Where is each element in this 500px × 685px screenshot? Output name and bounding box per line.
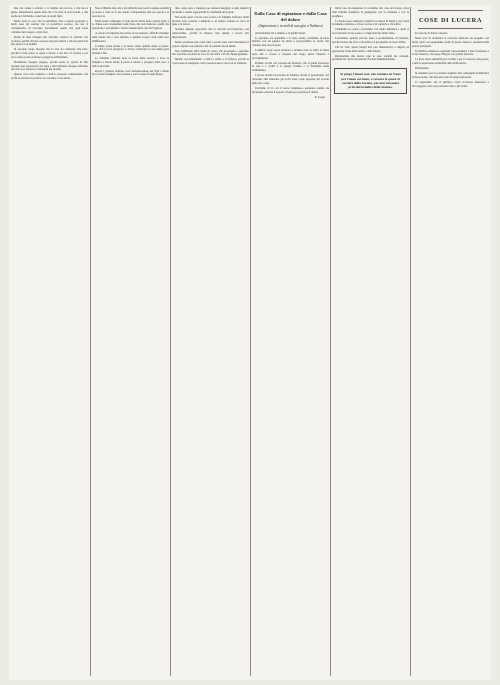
paragraph: Le famiglie cristiane sono la forza della società, e dove la famiglia è buona anche il paese è buono e prospera nella pace e nella concordia. [92, 57, 169, 68]
paragraph: Il Politeama. [415, 67, 430, 71]
column-3 [172, 7, 249, 676]
paragraph: Lasciammo qualche piccolo dono e promettemmo di ritornare, perché il bene che si fa a chi soffre è il più gradito al cuore di Dio. [332, 37, 409, 44]
column-1 [11, 7, 88, 676]
paragraph: Queste cose sono semplici e tutti le possono comprendere, ma pochi le mettono in pratica con costanza e con amore. [11, 73, 88, 81]
paragraph: Intanto raccomandiamo a tutti la calma e la fiducia, perché le cose buone si ottengono con la perseveranza e non con la violenza. [172, 58, 249, 66]
paragraph: Perciò i genitori abbiano cura dell'educazione dei figli e diano loro il buon esempio con le parole e con le opere di ogni giorno. [92, 69, 169, 77]
paragraph: Nella sera di domenica il concerto musicale ha eseguito con molto gusto un programma scelto di pezzi classici e moderni nella piazza principale. [412, 37, 489, 48]
paragraph: Il pubblico numeroso applaudì calorosamente i bravi suonatori e il loro maestro, che seppe dirigere con grande maestria. [412, 49, 489, 57]
paragraph: Molte sono le cose che si potrebbero dire a questo proposito e molti sono gli esempi che si potrebbero portare, ma noi ci contenteremo di ricordare brevemente quello che ogni buon cristiano deve sapere e deve fare. [11, 19, 88, 34]
paragraph: Il concerto di Santa Caterina. [415, 32, 448, 35]
paragraph: Dio che venne a salvarci e ci redime dal peccato, e che non è giusto abbandonare quella fede che ci fu data ai nostri padri, e che anche noi dobbiamo conservare ai nostri figli. [11, 7, 88, 18]
paragraph: Prima di tutto bisogna che ciascuno conosca la dottrina che professa, perché chi non conosce non può amare e chi non ama non può servire con fedeltà. [11, 35, 88, 47]
notice-box: Si prega i buoni soci, che vennero in Vasto per l'anno corrente, a versare le quote al cassiere della Società, per non rimanere privi dei benefici dello Statuto. [334, 68, 407, 94]
paragraph: Uscimmo di là con il cuore commosso, pensando quanto sia necessario educare il popolo al bene per prevenire il delitto. [252, 86, 329, 94]
paragraph: Molte promesse sono state fatte e poche sono state mantenute; il popolo aspetta con pazienza, ma la pazienza ha un limite. [172, 40, 249, 48]
paragraph: L'edificio sorge sopra un'altura e domina tutta la valle; le mura sono alte e severe e l'aspetto del luogo ispira tristezza e raccoglimento. [252, 49, 329, 60]
column-rule [330, 7, 331, 676]
divider [418, 10, 483, 11]
divider [418, 28, 483, 29]
paragraph: Finalmente bisogna pregare, perché senza la grazia di Dio nessuno può perseverare nel bene e tutti abbiamo bisogno dell'aiuto del cielo per vincere le tentazioni del mondo. [11, 60, 88, 72]
paragraph: Non è difficile dire, ma è più difficile fare; perciò ognuno esamini se stesso e veda se le sue azioni corrispondono alle sue parole e ai suoi doveri. [92, 7, 169, 18]
paragraph: Ritornammo alle nostre case la sera, stanchi ma contenti, portando nel cuore una lezione che non dimenticheremo. [332, 54, 409, 62]
paragraph: Si annunzia per la prossima stagione una compagnia drammatica di buon nome, che darà una serie di rappresentazioni. [412, 72, 489, 79]
column-rule [410, 7, 411, 676]
paragraph: Visitammo le corsie e parlammo con molti ammalati, i quali ci raccontavano le loro pene e ci ringraziavano della visita. [332, 28, 409, 36]
column-rule [250, 7, 251, 676]
paragraph: A costoro rivolgiamo una parola di esortazione, affinché ritornino sulla buona via e non abbiano a pentirsi troppo tardi della loro indifferenza. [92, 32, 169, 43]
newspaper-page [9, 5, 491, 680]
column-5 [332, 7, 409, 676]
paragraph: Dalla casa di espiazione ci recammo alla casa del dolore, dove tanti infermi attendono la guarigione con la pazienza e con la preghiera. [332, 7, 409, 18]
column-4 [252, 7, 329, 676]
paragraph: dire, come pure a riguardo per ottenere maggiori e tanti benefici necessari a render sopportabili le condizioni del popolo. [172, 7, 249, 14]
paragraph: Fummo accolti con cortesia dal direttore, che ci guidò attraverso le sale e i cortili e ci spiegò l'ordine e la disciplina dello stabilimento. [252, 61, 329, 73]
paragraph: I poveri reclusi lavoravano in silenzio; alcuni ci guardavano con curiosità, altri tenevano gli occhi bassi come oppressi dal ricordo delle loro colpe. [252, 74, 329, 85]
paragraph: Sarebbe dunque opportuno che le autorità provvedessero con sollecitudine, perché la miseria non spinga i poveri alla disperazione. [172, 28, 249, 39]
column-rule [170, 7, 171, 676]
paragraph: La giornata era splendida e il cielo sereno; partimmo di buon mattino con un gruppo di amici e percorremmo la strada che conduce alla casa di pena. [252, 36, 329, 48]
paragraph: Il tempo passa presto e la morte viene quando meno si pensa; beato chi si trova preparato e chi ha conservato la sua anima pura davanti a Dio. [92, 44, 169, 56]
paragraph: Nei nostri paesi i lavori sono scarsi e le famiglie soffrono; molti giovani sono costretti a emigrare e ad andare lontano in cerca di pane e di lavoro. [172, 15, 249, 27]
column-6 [412, 7, 489, 676]
paragraph: La festa riuscì splendida per l'ordine e per il concorso del popolo, e tutti si separarono soddisfatti della bella serata. [412, 58, 489, 66]
article-signature: N. Longo [314, 95, 325, 99]
paragraph: Noi confidiamo nella bontà di coloro che governano e speriamo che vorranno ascoltare la voce di chi soffre e di chi chiede giustizia. [172, 49, 249, 57]
paragraph: Le buone suore assistono i malati con amore di madri e con carità veramente cristiana, e il loro sorriso è di conforto a chi soffre. [332, 19, 409, 27]
column-rule [90, 7, 91, 676]
paragraph: Chi ha visto questi luoghi non può dimenticarli, e impara ad apprezzare i beni della salute e della libertà. [332, 45, 409, 53]
paragraph: Al Presidente del Comitato e ai gentili lettori. [255, 31, 306, 35]
paragraph: Ci auguriamo che il pubblico vorrà accorrere numeroso e incoraggiare con la sua presenza l'arte e gli artisti. [412, 81, 489, 88]
paragraph: In secondo luogo bisogna che la vita sia conforme alla fede, perché la fede senza le opere è morta, e chi dice di credere e poi vive come se non credesse è peggiore dell'infedele. [11, 48, 88, 59]
column-2 [92, 7, 169, 676]
section-title: COSE DI LUCERA [418, 17, 483, 24]
article-subheadline: (Impressioni e ricordi di una gita a Nuthera) [258, 24, 323, 29]
article-headline: Dalla Casa di espiazione e dalla Casa del dolore [254, 11, 327, 22]
paragraph: Nelle nostre campagne si vede ancora molta fede e molta pietà, e le chiese sono frequentate nelle feste, ma non mancano quelli che trascurano i sacramenti e vivono lontani dalla casa del Signore. [92, 19, 169, 31]
